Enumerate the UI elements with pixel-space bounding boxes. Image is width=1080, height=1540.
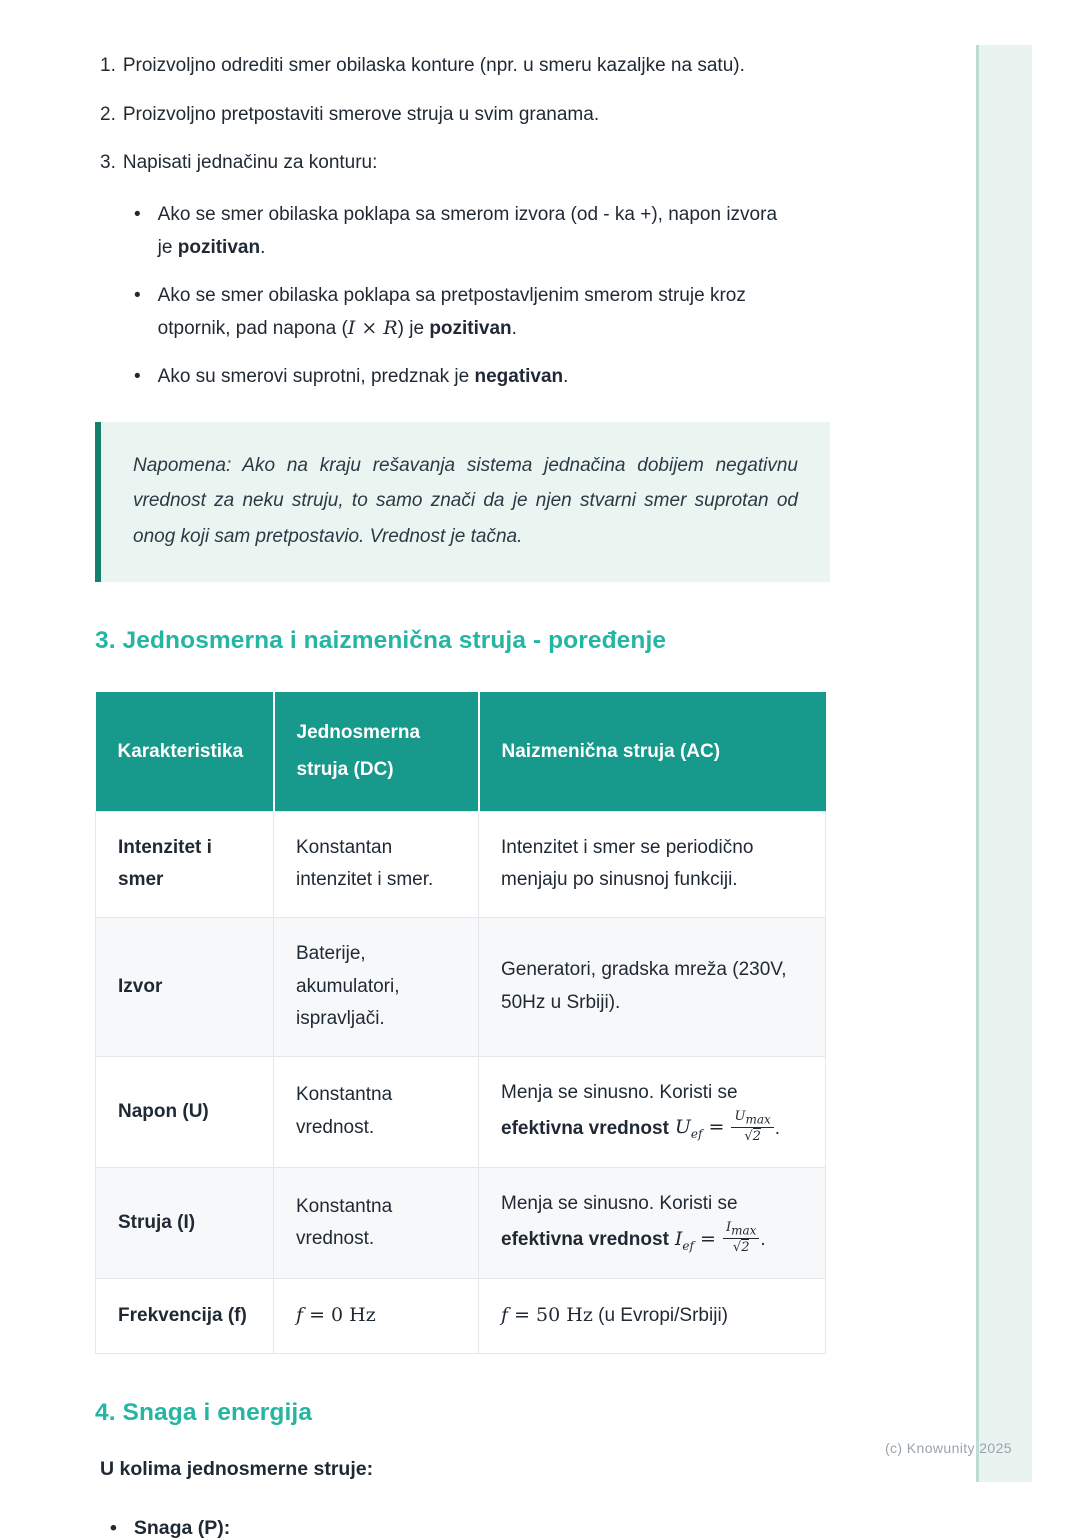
- list-text: Proizvoljno odrediti smer obilaska konture (npr. u smeru kazaljke na satu).: [122, 55, 745, 76]
- list-item: [134, 360, 830, 393]
- list-item: [134, 279, 830, 345]
- list-text: Proizvoljno pretpostaviti smerove struja u svim granama.: [122, 103, 600, 125]
- table-row: [96, 811, 826, 917]
- math-frequency-symbol: f: [296, 1304, 304, 1327]
- table-header-row: [96, 692, 826, 811]
- table-row: [96, 1168, 826, 1279]
- table-row: [96, 917, 826, 1056]
- list-text: Snaga (P):: [133, 1517, 231, 1540]
- cell-dc: f = 0 Hz: [274, 1279, 479, 1354]
- page-margin-strip: [976, 45, 1032, 1482]
- list-item: [110, 1517, 830, 1540]
- effective-current-formula: $I_{ef}$ = $\frac{I_{max}}{√2}$: [675, 1228, 761, 1250]
- column-header-characteristic: Karakteristika: [96, 692, 274, 811]
- cell-dc: Konstantna vrednost.: [274, 1168, 479, 1279]
- row-label: Intenzitet i smer: [96, 811, 274, 917]
- list-item: [100, 101, 830, 129]
- bullet-list: [134, 198, 830, 393]
- cell-ac: [479, 1056, 826, 1167]
- cell-dc: Konstantna vrednost.: [274, 1056, 479, 1167]
- math-frequency-symbol: f: [501, 1304, 509, 1327]
- list-number: 3.: [100, 152, 116, 174]
- list-item: [134, 198, 830, 264]
- cell-ac: Intenzitet i smer se periodično menjaju po sinusnoj funkciji.: [479, 811, 826, 917]
- document-page: [95, 52, 830, 1540]
- list-number: 1.: [100, 55, 116, 76]
- list-item: [100, 149, 830, 177]
- table-row: [96, 1279, 826, 1354]
- column-header-dc: Jednosmerna struja (DC): [274, 692, 479, 811]
- table-row: [96, 1056, 826, 1167]
- math-resistance-symbol: R: [383, 316, 398, 339]
- row-label: Napon (U): [96, 1056, 274, 1167]
- cell-ac: f = 50 Hz (u Evropi/Srbiji): [479, 1279, 826, 1354]
- cell-text-line: Menja se sinusno. Koristi se: [501, 1081, 738, 1103]
- column-header-ac: Naizmenična struja (AC): [479, 692, 826, 811]
- section-heading-power: 4. Snaga i energija: [95, 1399, 313, 1427]
- list-text: Ako se smer obilaska poklapa sa pretpostavljenim smerom struje kroz otpornik, pad napona (I × R) je pozitivan.: [157, 284, 746, 339]
- cell-formula-line: efektivna vrednost $I_{ef}$ = $\frac{I_{max}}{√2}$ .: [501, 1219, 766, 1256]
- cell-ac: Generatori, gradska mreža (230V, 50Hz u Srbiji).: [479, 917, 826, 1056]
- effective-voltage-formula: $U_{ef}$ = $\frac{U_{max}}{√2}$: [675, 1116, 775, 1138]
- bullet-icon: •: [134, 203, 141, 225]
- cell-formula-line: efektivna vrednost $U_{ef}$ = $\frac{U_{max}}{√2}$ .: [501, 1108, 781, 1145]
- cell-dc: Baterije, akumulatori, ispravljači.: [274, 917, 479, 1056]
- bullet-icon: •: [110, 1517, 117, 1540]
- list-number: 2.: [100, 103, 116, 125]
- power-subtitle: U kolima jednosmerne struje:: [100, 1458, 374, 1481]
- cell-text-line: Menja se sinusno. Koristi se: [501, 1193, 738, 1215]
- row-label: Struja (I): [96, 1168, 274, 1279]
- list-text: Ako su smerovi suprotni, predznak je negativan.: [157, 365, 569, 387]
- copyright-watermark: (c) Knowunity 2025: [884, 1440, 1012, 1456]
- math-current-symbol: I: [347, 316, 356, 339]
- bullet-icon: •: [134, 365, 141, 387]
- section-heading-comparison: 3. Jednosmerna i naizmenična struja - poređenje: [95, 627, 667, 655]
- note-callout: [95, 422, 830, 583]
- row-label: Frekvencija (f): [96, 1279, 274, 1354]
- bullet-icon: •: [134, 284, 141, 306]
- cell-dc: Konstantan intenzitet i smer.: [274, 811, 479, 917]
- comparison-table: [95, 692, 826, 1354]
- row-label: Izvor: [96, 917, 274, 1056]
- list-text: Ako se smer obilaska poklapa sa smerom izvora (od - ka +), napon izvora je pozitivan.: [157, 203, 778, 258]
- note-text: Napomena: Ako na kraju rešavanja sistema jednačina dobijem negativnu vrednost za neku struju, to samo znači da je njen stvarni smer suprotan od onog koji sam pretpostavio. Vrednost je tačna.: [133, 454, 798, 547]
- cell-ac: [479, 1168, 826, 1279]
- list-item: [100, 52, 830, 80]
- list-text: Napisati jednačinu za konturu:: [122, 152, 378, 174]
